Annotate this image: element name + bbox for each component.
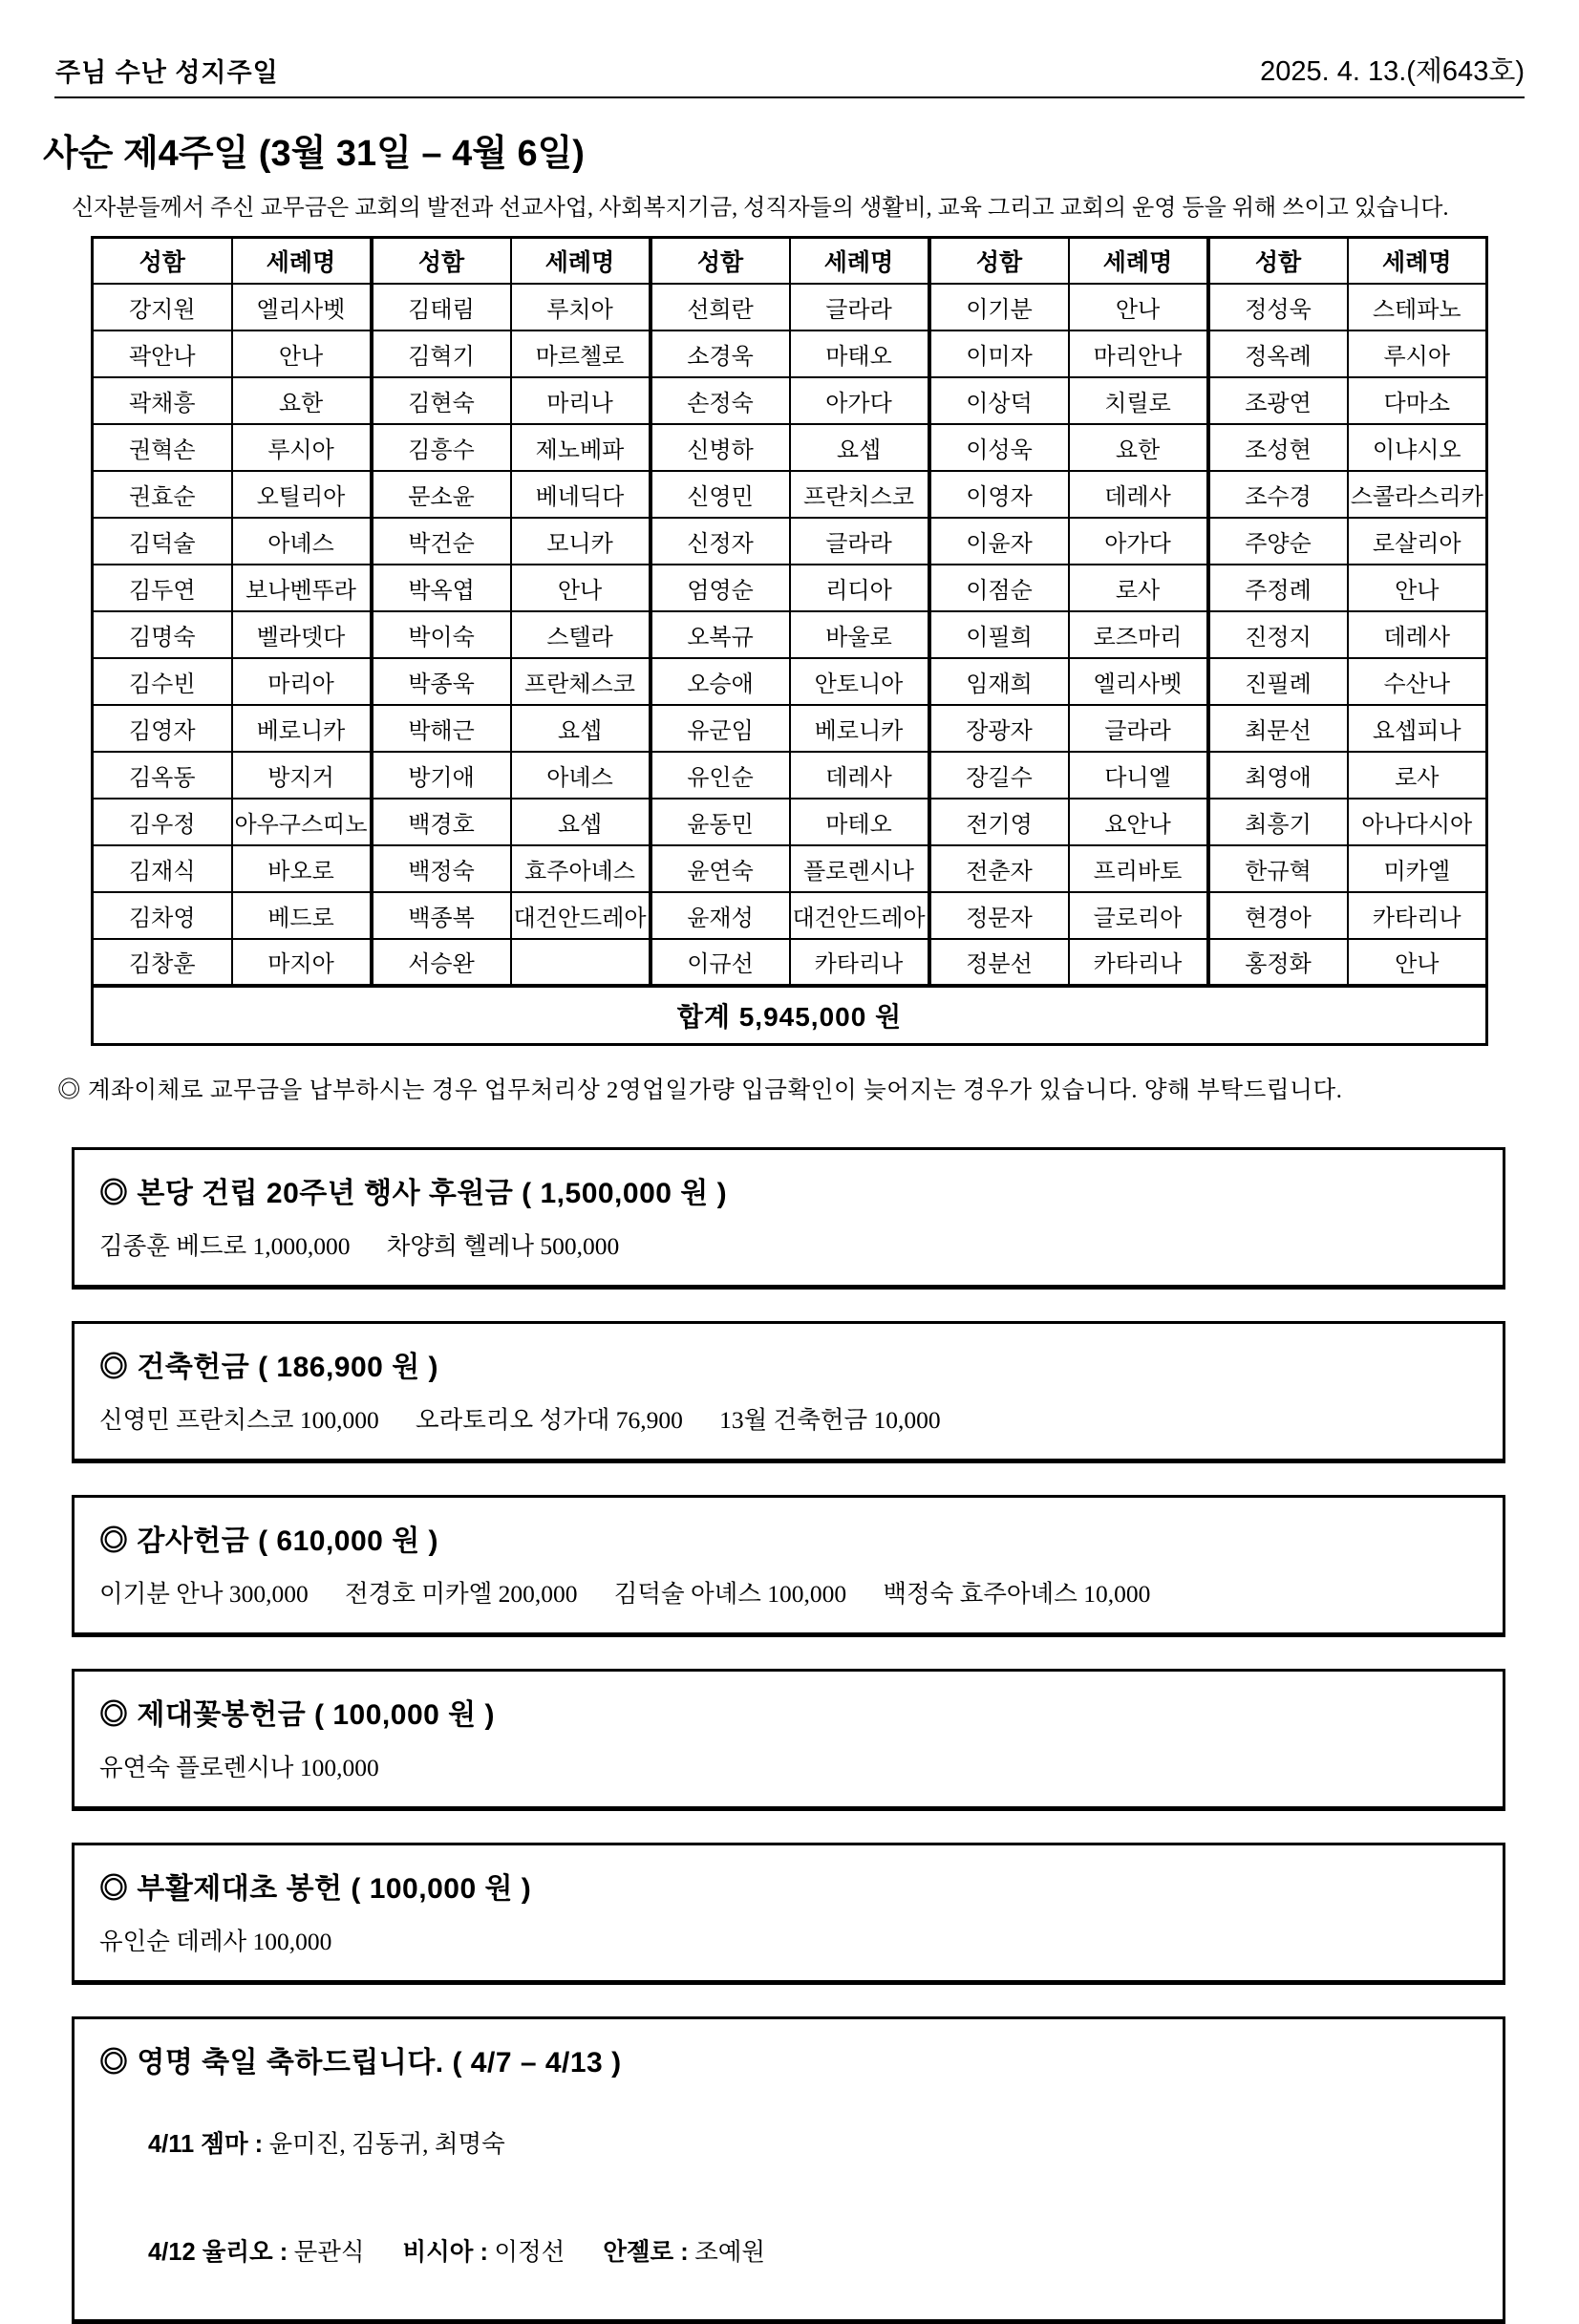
member-name-cell: 문소윤 bbox=[372, 471, 511, 518]
box-title: ◎ 감사헌금 ( 610,000 원 ) bbox=[99, 1525, 438, 1557]
member-name-cell: 조광연 bbox=[1208, 377, 1348, 424]
column-header: 세례명 bbox=[511, 238, 651, 284]
member-name-cell: 김우정 bbox=[93, 799, 232, 845]
member-name-cell: 주양순 bbox=[1208, 518, 1348, 565]
member-name-cell: 방기애 bbox=[372, 752, 511, 799]
box-content: 김종훈 베드로 1,000,000 차양희 헬레나 500,000 bbox=[99, 1232, 620, 1260]
column-header: 세례명 bbox=[1069, 238, 1208, 284]
baptismal-name-cell: 요안나 bbox=[1069, 799, 1208, 845]
table-row bbox=[93, 611, 1487, 658]
baptismal-name-cell: 마태오 bbox=[790, 330, 929, 377]
baptismal-name-cell: 아녜스 bbox=[511, 752, 651, 799]
column-header: 성함 bbox=[651, 238, 790, 284]
baptismal-name-cell: 이냐시오 bbox=[1348, 424, 1487, 471]
member-name-cell: 현경아 bbox=[1208, 892, 1348, 939]
baptismal-name-cell: 수산나 bbox=[1348, 658, 1487, 705]
feast-date-label: 4/12 율리오 : bbox=[148, 2239, 288, 2266]
member-name-cell: 권혁손 bbox=[93, 424, 232, 471]
bulletin-page bbox=[0, 50, 1579, 2282]
member-name-cell: 진정지 bbox=[1208, 611, 1348, 658]
member-name-cell: 김수빈 bbox=[93, 658, 232, 705]
member-name-cell: 김혁기 bbox=[372, 330, 511, 377]
member-name-cell: 이필희 bbox=[929, 611, 1069, 658]
baptismal-name-cell: 카타리나 bbox=[1348, 892, 1487, 939]
table-row bbox=[93, 471, 1487, 518]
baptismal-name-cell: 스테파노 bbox=[1348, 284, 1487, 330]
member-name-cell: 정성욱 bbox=[1208, 284, 1348, 330]
box-content: 유인순 데레사 100,000 bbox=[99, 1928, 332, 1955]
baptismal-name-cell: 로사 bbox=[1348, 752, 1487, 799]
baptismal-name-cell: 프란체스코 bbox=[511, 658, 651, 705]
baptismal-name-cell: 글라라 bbox=[790, 518, 929, 565]
table-row bbox=[93, 330, 1487, 377]
box-title: ◎ 제대꽃봉헌금 ( 100,000 원 ) bbox=[99, 1699, 495, 1731]
box-title: ◎ 영명 축일 축하드립니다. ( 4/7 – 4/13 ) bbox=[99, 2047, 622, 2079]
member-name-cell: 강지원 bbox=[93, 284, 232, 330]
baptismal-name-cell: 글라라 bbox=[790, 284, 929, 330]
baptismal-name-cell: 안나 bbox=[1069, 284, 1208, 330]
feast-names: 문관식 bbox=[288, 2238, 365, 2266]
baptismal-name-cell: 글로리아 bbox=[1069, 892, 1208, 939]
member-name-cell: 이영자 bbox=[929, 471, 1069, 518]
feast-line-2 bbox=[99, 2205, 1478, 2296]
member-name-cell: 박종욱 bbox=[372, 658, 511, 705]
member-name-cell: 윤동민 bbox=[651, 799, 790, 845]
member-name-cell: 백종복 bbox=[372, 892, 511, 939]
donation-box-anniversary bbox=[72, 1147, 1505, 1290]
baptismal-name-cell: 요셉 bbox=[511, 705, 651, 752]
baptismal-name-cell: 아나다시아 bbox=[1348, 799, 1487, 845]
member-name-cell: 오복규 bbox=[651, 611, 790, 658]
member-name-cell: 김영자 bbox=[93, 705, 232, 752]
member-name-cell: 박이숙 bbox=[372, 611, 511, 658]
member-name-cell: 홍정화 bbox=[1208, 939, 1348, 986]
member-name-cell: 서승완 bbox=[372, 939, 511, 986]
member-name-cell: 최흥기 bbox=[1208, 799, 1348, 845]
baptismal-name-cell: 엘리사벳 bbox=[1069, 658, 1208, 705]
baptismal-name-cell: 엘리사벳 bbox=[232, 284, 372, 330]
baptismal-name-cell: 아가다 bbox=[790, 377, 929, 424]
member-name-cell: 신병하 bbox=[651, 424, 790, 471]
box-content: 유연숙 플로렌시나 100,000 bbox=[99, 1754, 379, 1781]
table-row bbox=[93, 565, 1487, 611]
baptismal-name-cell: 마리아 bbox=[232, 658, 372, 705]
member-name-cell: 유군임 bbox=[651, 705, 790, 752]
donation-box-altar-flowers bbox=[72, 1669, 1505, 1811]
member-name-cell: 이미자 bbox=[929, 330, 1069, 377]
baptismal-name-cell: 카타리나 bbox=[790, 939, 929, 986]
column-header: 성함 bbox=[929, 238, 1069, 284]
member-name-cell: 김명숙 bbox=[93, 611, 232, 658]
baptismal-name-cell: 데레사 bbox=[1069, 471, 1208, 518]
baptismal-name-cell: 오틸리아 bbox=[232, 471, 372, 518]
baptismal-name-cell: 제노베파 bbox=[511, 424, 651, 471]
member-name-cell: 전기영 bbox=[929, 799, 1069, 845]
member-name-cell: 주정례 bbox=[1208, 565, 1348, 611]
member-name-cell: 엄영순 bbox=[651, 565, 790, 611]
member-name-cell: 이윤자 bbox=[929, 518, 1069, 565]
baptismal-name-cell: 마르첼로 bbox=[511, 330, 651, 377]
member-name-cell: 유인순 bbox=[651, 752, 790, 799]
donation-box-easter-candle bbox=[72, 1843, 1505, 1985]
member-name-cell: 김두연 bbox=[93, 565, 232, 611]
baptismal-name-cell: 아우구스띠노 bbox=[232, 799, 372, 845]
table-row bbox=[93, 845, 1487, 892]
member-name-cell: 이기분 bbox=[929, 284, 1069, 330]
table-row bbox=[93, 424, 1487, 471]
member-name-cell: 선희란 bbox=[651, 284, 790, 330]
baptismal-name-cell: 데레사 bbox=[1348, 611, 1487, 658]
table-row bbox=[93, 799, 1487, 845]
donation-box-building bbox=[72, 1321, 1505, 1463]
member-name-cell: 김현숙 bbox=[372, 377, 511, 424]
baptismal-name-cell: 요셉 bbox=[511, 799, 651, 845]
member-name-cell: 최문선 bbox=[1208, 705, 1348, 752]
baptismal-name-cell: 바울로 bbox=[790, 611, 929, 658]
feast-names: 윤미진, 김동귀, 최명숙 bbox=[263, 2130, 505, 2158]
member-name-cell: 조수경 bbox=[1208, 471, 1348, 518]
baptismal-name-cell: 요셉 bbox=[790, 424, 929, 471]
box-title: ◎ 건축헌금 ( 186,900 원 ) bbox=[99, 1352, 438, 1383]
column-header: 세례명 bbox=[232, 238, 372, 284]
bulletin-title: 주님 수난 성지주일 bbox=[55, 58, 279, 87]
baptismal-name-cell: 마리나 bbox=[511, 377, 651, 424]
column-header: 세례명 bbox=[790, 238, 929, 284]
baptismal-name-cell: 치릴로 bbox=[1069, 377, 1208, 424]
baptismal-name-cell: 벨라뎃다 bbox=[232, 611, 372, 658]
column-header: 성함 bbox=[93, 238, 232, 284]
baptismal-name-cell: 마지아 bbox=[232, 939, 372, 986]
member-name-cell: 정옥례 bbox=[1208, 330, 1348, 377]
baptismal-name-cell: 루시아 bbox=[232, 424, 372, 471]
member-name-cell: 이점순 bbox=[929, 565, 1069, 611]
member-name-cell: 정분선 bbox=[929, 939, 1069, 986]
baptismal-name-cell: 안나 bbox=[1348, 939, 1487, 986]
member-name-cell: 백정숙 bbox=[372, 845, 511, 892]
baptismal-name-cell: 안나 bbox=[511, 565, 651, 611]
feast-date-label: 4/11 젬마 : bbox=[148, 2131, 264, 2158]
box-title: ◎ 본당 건립 20주년 행사 후원금 ( 1,500,000 원 ) bbox=[99, 1178, 728, 1209]
table-row bbox=[93, 377, 1487, 424]
baptismal-name-cell: 다니엘 bbox=[1069, 752, 1208, 799]
baptismal-name-cell: 스텔라 bbox=[511, 611, 651, 658]
column-header: 세례명 bbox=[1348, 238, 1487, 284]
member-name-cell: 장광자 bbox=[929, 705, 1069, 752]
donation-boxes bbox=[72, 1147, 1505, 2324]
member-name-cell: 박해근 bbox=[372, 705, 511, 752]
baptismal-name-cell: 루치아 bbox=[511, 284, 651, 330]
member-name-cell: 윤재성 bbox=[651, 892, 790, 939]
page-title: 사순 제4주일 (3월 31일 – 4월 6일) bbox=[43, 134, 585, 174]
feast-date-label: 안젤로 : bbox=[603, 2239, 689, 2266]
baptismal-name-cell: 베로니카 bbox=[790, 705, 929, 752]
member-name-cell: 곽채흥 bbox=[93, 377, 232, 424]
member-name-cell: 이규선 bbox=[651, 939, 790, 986]
donation-box-thanksgiving bbox=[72, 1495, 1505, 1637]
member-name-cell: 장길수 bbox=[929, 752, 1069, 799]
baptismal-name-cell: 요한 bbox=[232, 377, 372, 424]
baptismal-name-cell: 로즈마리 bbox=[1069, 611, 1208, 658]
member-name-cell: 정문자 bbox=[929, 892, 1069, 939]
table-row bbox=[93, 518, 1487, 565]
member-name-cell: 이상덕 bbox=[929, 377, 1069, 424]
table-row bbox=[93, 658, 1487, 705]
member-name-cell: 백경호 bbox=[372, 799, 511, 845]
baptismal-name-cell: 프란치스코 bbox=[790, 471, 929, 518]
table-row bbox=[93, 892, 1487, 939]
offering-table-body bbox=[93, 284, 1487, 986]
member-name-cell: 한규혁 bbox=[1208, 845, 1348, 892]
member-name-cell: 김창훈 bbox=[93, 939, 232, 986]
table-row bbox=[93, 752, 1487, 799]
feast-names: 조예원 bbox=[688, 2238, 766, 2266]
feast-names: 이정선 bbox=[487, 2238, 565, 2266]
intro-text: 신자분들께서 주신 교무금은 교회의 발전과 선교사업, 사회복지기금, 성직자들의 생활비, 교육 그리고 교회의 운영 등을 위해 쓰이고 있습니다. bbox=[72, 196, 1449, 221]
member-name-cell: 박건순 bbox=[372, 518, 511, 565]
member-name-cell: 권효순 bbox=[93, 471, 232, 518]
box-content: 신영민 프란치스코 100,000 오라토리오 성가대 76,900 13월 건축헌금 10,000 bbox=[99, 1406, 941, 1434]
masthead bbox=[55, 50, 1525, 89]
baptismal-name-cell: 스콜라스리카 bbox=[1348, 471, 1487, 518]
member-name-cell: 김태림 bbox=[372, 284, 511, 330]
table-row bbox=[93, 939, 1487, 986]
member-name-cell: 윤연숙 bbox=[651, 845, 790, 892]
baptismal-name-cell: 베로니카 bbox=[232, 705, 372, 752]
baptismal-name-cell: 글라라 bbox=[1069, 705, 1208, 752]
baptismal-name-cell: 미카엘 bbox=[1348, 845, 1487, 892]
member-name-cell: 전춘자 bbox=[929, 845, 1069, 892]
member-name-cell: 곽안나 bbox=[93, 330, 232, 377]
header-divider bbox=[54, 96, 1525, 98]
baptismal-name-cell: 로살리아 bbox=[1348, 518, 1487, 565]
baptismal-name-cell: 리디아 bbox=[790, 565, 929, 611]
member-name-cell: 진필례 bbox=[1208, 658, 1348, 705]
baptismal-name-cell: 대건안드레아 bbox=[790, 892, 929, 939]
table-total-row bbox=[93, 986, 1487, 1045]
baptismal-name-cell: 베네딕다 bbox=[511, 471, 651, 518]
baptismal-name-cell: 프리바토 bbox=[1069, 845, 1208, 892]
member-name-cell: 소경욱 bbox=[651, 330, 790, 377]
offering-table bbox=[91, 236, 1488, 1046]
member-name-cell: 김차영 bbox=[93, 892, 232, 939]
member-name-cell: 김옥동 bbox=[93, 752, 232, 799]
baptismal-name-cell: 아가다 bbox=[1069, 518, 1208, 565]
baptismal-name-cell: 보나벤뚜라 bbox=[232, 565, 372, 611]
offering-table-head-row bbox=[93, 238, 1487, 284]
baptismal-name-cell: 안토니아 bbox=[790, 658, 929, 705]
baptismal-name-cell: 요셉피나 bbox=[1348, 705, 1487, 752]
table-total: 합계 5,945,000 원 bbox=[93, 986, 1487, 1045]
member-name-cell: 김덕술 bbox=[93, 518, 232, 565]
baptismal-name-cell bbox=[511, 939, 651, 986]
member-name-cell: 김재식 bbox=[93, 845, 232, 892]
box-title: ◎ 부활제대초 봉헌 ( 100,000 원 ) bbox=[99, 1873, 532, 1905]
member-name-cell: 임재희 bbox=[929, 658, 1069, 705]
feast-line-1 bbox=[99, 2097, 1478, 2188]
box-content: 이기분 안나 300,000 전경호 미카엘 200,000 김덕술 아녜스 100,000 백정숙 효주아녜스 10,000 bbox=[99, 1580, 1151, 1608]
baptismal-name-cell: 바오로 bbox=[232, 845, 372, 892]
baptismal-name-cell: 아녜스 bbox=[232, 518, 372, 565]
baptismal-name-cell: 안나 bbox=[232, 330, 372, 377]
member-name-cell: 신영민 bbox=[651, 471, 790, 518]
baptismal-name-cell: 플로렌시나 bbox=[790, 845, 929, 892]
member-name-cell: 이성욱 bbox=[929, 424, 1069, 471]
baptismal-name-cell: 안나 bbox=[1348, 565, 1487, 611]
column-header: 성함 bbox=[372, 238, 511, 284]
feast-date-label: 비시아 : bbox=[402, 2239, 488, 2266]
member-name-cell: 조성현 bbox=[1208, 424, 1348, 471]
baptismal-name-cell: 다마소 bbox=[1348, 377, 1487, 424]
baptismal-name-cell: 카타리나 bbox=[1069, 939, 1208, 986]
baptismal-name-cell: 모니카 bbox=[511, 518, 651, 565]
baptismal-name-cell: 효주아녜스 bbox=[511, 845, 651, 892]
baptismal-name-cell: 로사 bbox=[1069, 565, 1208, 611]
column-header: 성함 bbox=[1208, 238, 1348, 284]
member-name-cell: 오승애 bbox=[651, 658, 790, 705]
transfer-note: ◎ 계좌이체로 교무금을 납부하시는 경우 업무처리상 2영업일가량 입금확인이 늦어지는 경우가 있습니다. 양해 부탁드립니다. bbox=[57, 1077, 1343, 1103]
table-row bbox=[93, 705, 1487, 752]
baptismal-name-cell: 방지거 bbox=[232, 752, 372, 799]
member-name-cell: 손정숙 bbox=[651, 377, 790, 424]
member-name-cell: 김흥수 bbox=[372, 424, 511, 471]
member-name-cell: 박옥엽 bbox=[372, 565, 511, 611]
member-name-cell: 신정자 bbox=[651, 518, 790, 565]
baptismal-name-cell: 루시아 bbox=[1348, 330, 1487, 377]
baptismal-name-cell: 대건안드레아 bbox=[511, 892, 651, 939]
baptismal-name-cell: 베드로 bbox=[232, 892, 372, 939]
baptismal-name-cell: 마리안나 bbox=[1069, 330, 1208, 377]
baptismal-name-cell: 요한 bbox=[1069, 424, 1208, 471]
baptismal-name-cell: 마테오 bbox=[790, 799, 929, 845]
baptismal-name-cell: 데레사 bbox=[790, 752, 929, 799]
feast-day-box bbox=[72, 2016, 1505, 2324]
issue-date: 2025. 4. 13.(제643호) bbox=[1260, 56, 1525, 87]
member-name-cell: 최영애 bbox=[1208, 752, 1348, 799]
table-row bbox=[93, 284, 1487, 330]
